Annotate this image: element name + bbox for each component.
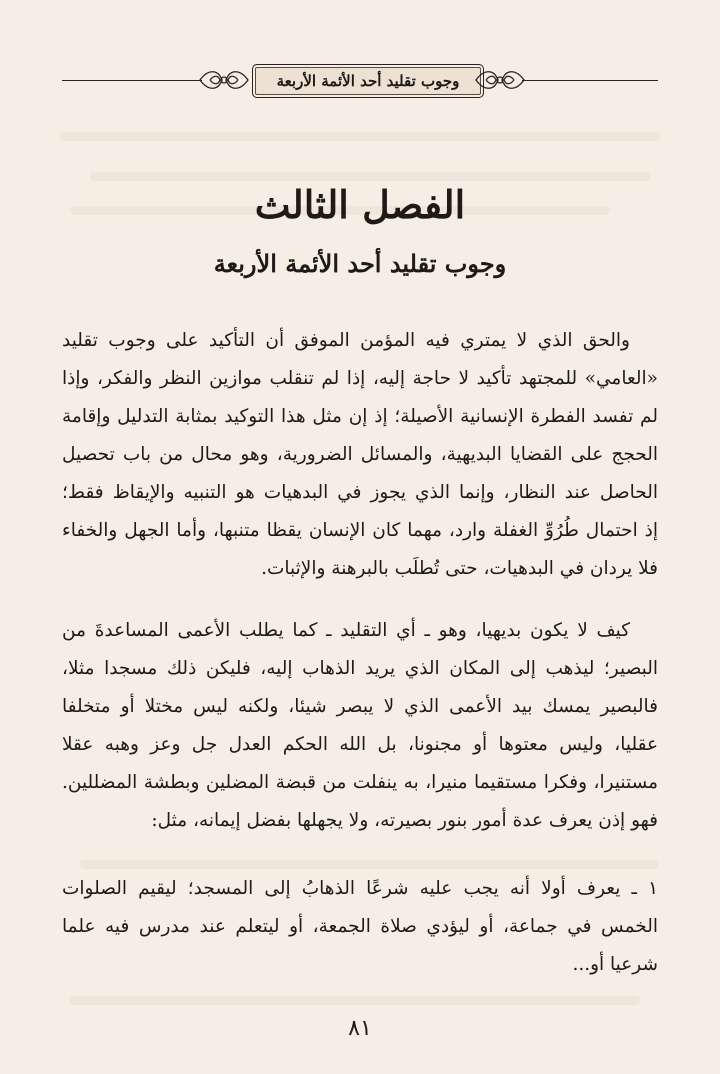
text-line: فالبصير يمسك بيد الأعمى الذي لا يبصر شيئا، ولكنه ليس مختلا أو متخلفا [62,696,658,717]
text-line: الحاصل عند النظار، وإنما الذي يجوز في البدهيات هو التنبيه والإيقاظ فقط؛ [62,482,658,503]
text-line: مستنيرا، وفكرا مستقيما منيرا، به ينفلت من قبضة المضلين وبطشة المضللين. [62,772,658,793]
running-header [62,62,658,98]
paragraph-3 [62,870,658,984]
chapter-subtitle: وجوب تقليد أحد الأئمة الأربعة [213,249,507,278]
ornament-icon [196,65,252,95]
text-line: الخمس في جماعة، أو ليؤدي صلاة الجمعة، أو ليتعلم عند مدرس فيه علما [62,916,658,937]
chapter-title: الفصل الثالث [254,182,466,227]
bleed-through [80,860,658,869]
page-number: ٨١ [348,1016,372,1041]
paragraph-1 [62,322,658,588]
text-line: عقليا، وليس معتوها أو مجنونا، بل الله الحكم العدل جل وعز وهبه عقلا [62,734,658,755]
bleed-through [90,172,650,181]
header-rule-right [522,80,658,81]
text-line: لم تفسد الفطرة الإنسانية الأصيلة؛ إذ إن مثل هذا التوكيد بمثابة التدليل وإقامة [62,406,658,427]
text-line: كيف لا يكون بديهيا، وهو ـ أي التقليد ـ كما يطلب الأعمى المساعدةَ من [62,620,630,641]
text-line: البصير؛ ليذهب إلى المكان الذي يريد الذهاب إليه، فليكن ذلك مسجدا مثلا، [62,658,658,679]
bleed-through [60,132,660,141]
text-line: فلا يردان في البدهيات، حتى تُطلَب بالبرهنة والإثبات. [261,558,658,579]
text-line: فهو إذن يعرف عدة أمور بنور بصيرته، ولا يجهلها بفضل إيمانه، مثل: [151,810,658,831]
header-title-frame [252,64,484,98]
text-line: شرعيا أو... [572,954,658,975]
text-line: والحق الذي لا يمتري فيه المؤمن الموفق أن التأكيد على وجوب تقليد [62,330,630,351]
ornament-icon [472,65,528,95]
text-line: إذ احتمال طُرُوِّ الغفلة وارد، مهما كان الإنسان يقظا متنبها، وأما الجهل والخفاء [62,520,658,541]
text-line: الحجج على القضايا البديهية، والمسائل الضرورية، وهو محال من باب تحصيل [62,444,658,465]
text-line: ١ ـ يعرف أولا أنه يجب عليه شرعًا الذهابُ إلى المسجد؛ ليقيم الصلوات [62,878,658,899]
paragraph-2 [62,612,658,840]
running-title: وجوب تقليد أحد الأئمة الأربعة [276,72,460,90]
text-line: «العامي» للمجتهد تأكيد لا حاجة إليه، إذا لم تنقلب موازين النظر والفكر، وإذا [62,368,658,389]
header-rule-left [62,80,202,81]
bleed-through [70,996,640,1005]
